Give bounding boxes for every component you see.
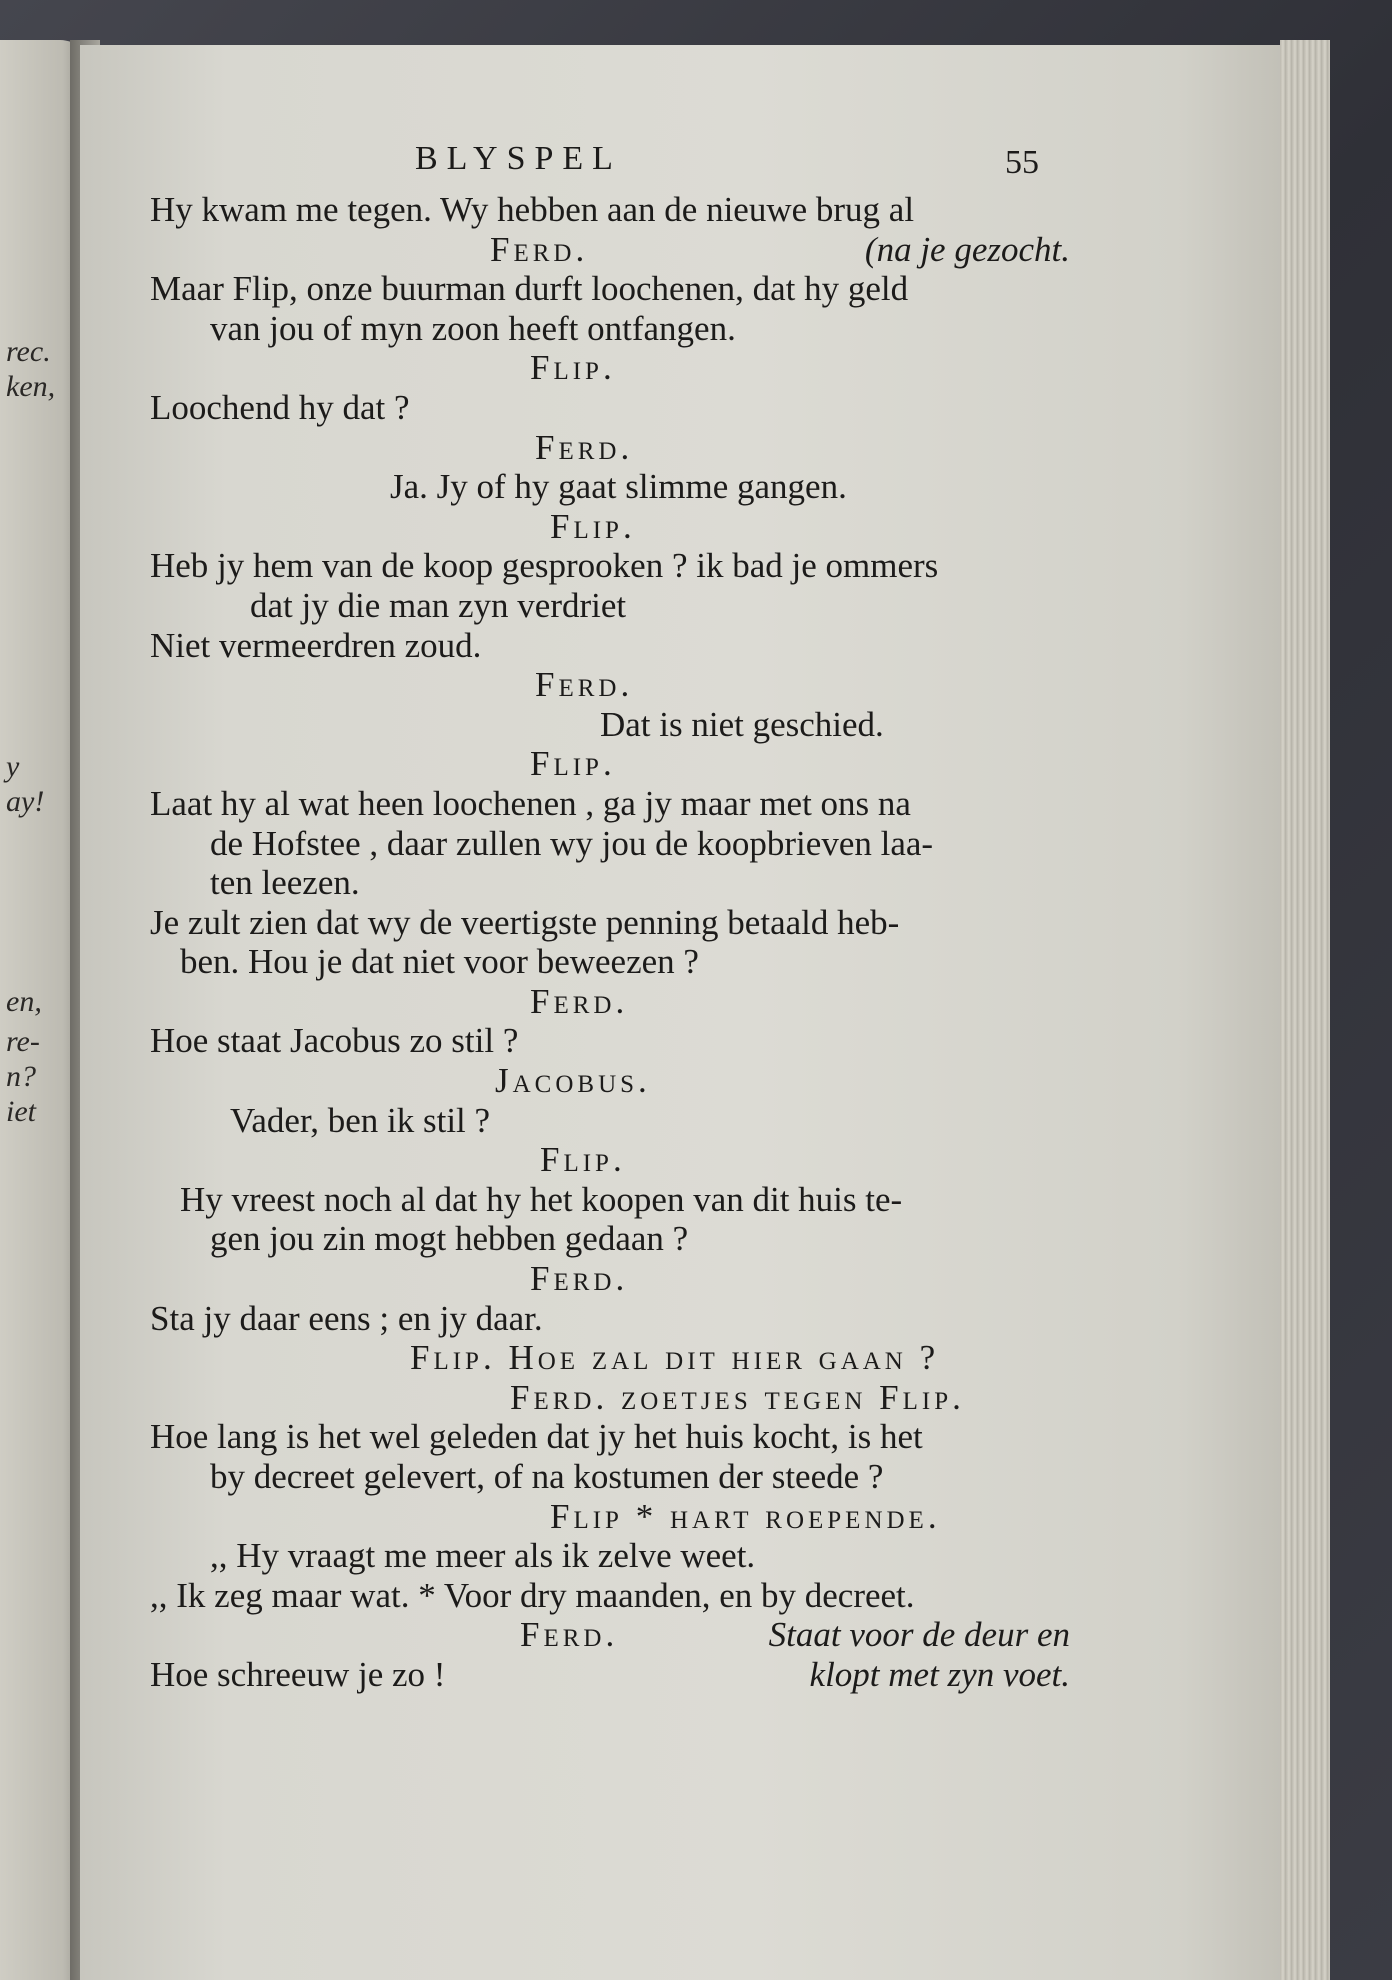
line-text: ten leezen.	[210, 863, 360, 903]
running-head	[150, 140, 1070, 190]
verse-line	[150, 903, 1070, 943]
margin-fragment: y	[6, 750, 20, 783]
speaker-name: Flip.	[530, 348, 616, 388]
line-text: Hy kwam me tegen. Wy hebben aan de nieuwe brug al	[150, 190, 915, 229]
speaker-line	[150, 1061, 1070, 1101]
speaker-line	[150, 665, 1070, 705]
stage-direction: (na je gezocht.	[864, 229, 1070, 269]
verse-line	[150, 942, 1070, 982]
verse-line	[150, 269, 1070, 309]
line-text: Sta jy daar eens ; en jy daar.	[150, 1298, 543, 1338]
line-text: Loochend hy dat ?	[150, 387, 410, 427]
page-edge	[1280, 40, 1330, 1980]
verse-line	[150, 1655, 1070, 1695]
verse-line	[150, 626, 1070, 666]
verse-line	[150, 388, 1070, 428]
margin-fragment: re-	[6, 1025, 40, 1058]
verse-line	[150, 1536, 1070, 1576]
verse-line	[150, 784, 1070, 824]
line-text: Laat hy al wat heen loochenen , ga jy maar met ons na	[150, 783, 911, 823]
line-text: dat jy die man zyn verdriet	[250, 585, 627, 625]
line-text: by decreet gelevert, of na kostumen der steede ?	[210, 1457, 884, 1496]
speaker-name: Ferd.	[530, 981, 629, 1021]
speaker-line	[150, 348, 1070, 388]
speaker-name: Jacobus.	[495, 1061, 651, 1101]
speaker-line	[150, 982, 1070, 1022]
verse-line	[150, 1021, 1070, 1061]
verse-line	[150, 824, 1070, 864]
speaker-name: Ferd.	[535, 665, 634, 705]
line-text: Hoe schreeuw je zo !	[150, 1654, 446, 1694]
line-text: Heb jy hem van de koop gesprooken ? ik bad je ommers	[150, 546, 939, 586]
speaker-name: Flip.	[550, 506, 636, 546]
page-number: 55	[1005, 144, 1039, 181]
line-text: Maar Flip, onze buurman durft loochenen, dat hy geld	[150, 269, 909, 309]
line-text: de Hofstee , daar zullen wy jou de koopbrieven laa-	[210, 823, 934, 863]
speaker-name: Ferd. zoetjes tegen Flip.	[510, 1377, 965, 1417]
line-text: ben. Hou je dat niet voor beweezen ?	[180, 942, 699, 982]
speaker-line	[150, 1615, 1070, 1655]
line-text: Hoe lang is het wel geleden dat jy het huis kocht, is het	[150, 1417, 923, 1457]
line-text: gen jou zin mogt hebben gedaan ?	[210, 1219, 689, 1259]
speaker-name: Ferd.	[490, 229, 589, 269]
stage-direction: Staat voor de deur en	[768, 1615, 1070, 1655]
verse-line	[150, 705, 1070, 745]
verse-line	[150, 309, 1070, 349]
verse-line	[150, 1299, 1070, 1339]
speaker-name: Flip.	[530, 744, 616, 784]
verse-line	[150, 1576, 1070, 1616]
verse-line	[150, 1457, 1070, 1497]
speaker-line	[150, 230, 1070, 270]
verse-line	[150, 863, 1070, 903]
speaker-line	[150, 1259, 1070, 1299]
line-text: ,, Ik zeg maar wat. * Voor dry maanden, en by decreet.	[150, 1575, 915, 1615]
verse-line	[150, 190, 1070, 230]
speaker-name: Flip.	[540, 1140, 626, 1180]
speaker-name: Flip * hart roepende.	[550, 1496, 941, 1536]
speaker-line	[150, 507, 1070, 547]
line-text: Je zult zien dat wy de veertigste penning betaald heb-	[150, 902, 900, 942]
margin-fragment: ken,	[6, 370, 56, 403]
speaker-line	[150, 1497, 1070, 1537]
line-text: Dat is niet geschied.	[600, 704, 884, 744]
margin-fragment: en,	[6, 985, 42, 1018]
line-text: Ja. Jy of hy gaat slimme gangen.	[390, 467, 847, 507]
line-text: ,, Hy vraagt me meer als ik zelve weet.	[210, 1536, 756, 1576]
verse-line	[150, 1180, 1070, 1220]
line-text: Hoe staat Jacobus zo stil ?	[150, 1021, 519, 1061]
verse-line	[150, 546, 1070, 586]
speaker-line	[150, 1338, 1070, 1378]
speaker-name: Ferd.	[530, 1259, 629, 1299]
margin-fragment: rec.	[6, 335, 51, 368]
margin-fragment: n?	[6, 1060, 36, 1093]
speaker-name: Ferd.	[520, 1615, 619, 1655]
line-text: van jou of myn zoon heeft ontfangen.	[210, 308, 736, 348]
speaker-name: Flip. Hoe zal dit hier gaan ?	[410, 1338, 940, 1378]
stage-direction: klopt met zyn voet.	[809, 1654, 1070, 1694]
line-text: Hy vreest noch al dat hy het koopen van dit huis te-	[180, 1179, 903, 1219]
verse-line	[150, 467, 1070, 507]
verse-line	[150, 1417, 1070, 1457]
speaker-line	[150, 1140, 1070, 1180]
speaker-line	[150, 428, 1070, 468]
speaker-name: Ferd.	[535, 427, 634, 467]
text-lines	[150, 190, 1070, 1695]
verse-line	[150, 1219, 1070, 1259]
margin-fragment: ay!	[6, 785, 45, 818]
margin-fragment: iet	[6, 1095, 36, 1128]
verse-line	[150, 586, 1070, 626]
verse-line	[150, 1101, 1070, 1141]
speaker-line	[150, 1378, 1070, 1418]
line-text: Niet vermeerdren zoud.	[150, 625, 482, 665]
line-text: Vader, ben ik stil ?	[230, 1100, 491, 1140]
running-title: BLYSPEL	[415, 140, 622, 177]
speaker-line	[150, 744, 1070, 784]
page-text	[150, 140, 1070, 1695]
